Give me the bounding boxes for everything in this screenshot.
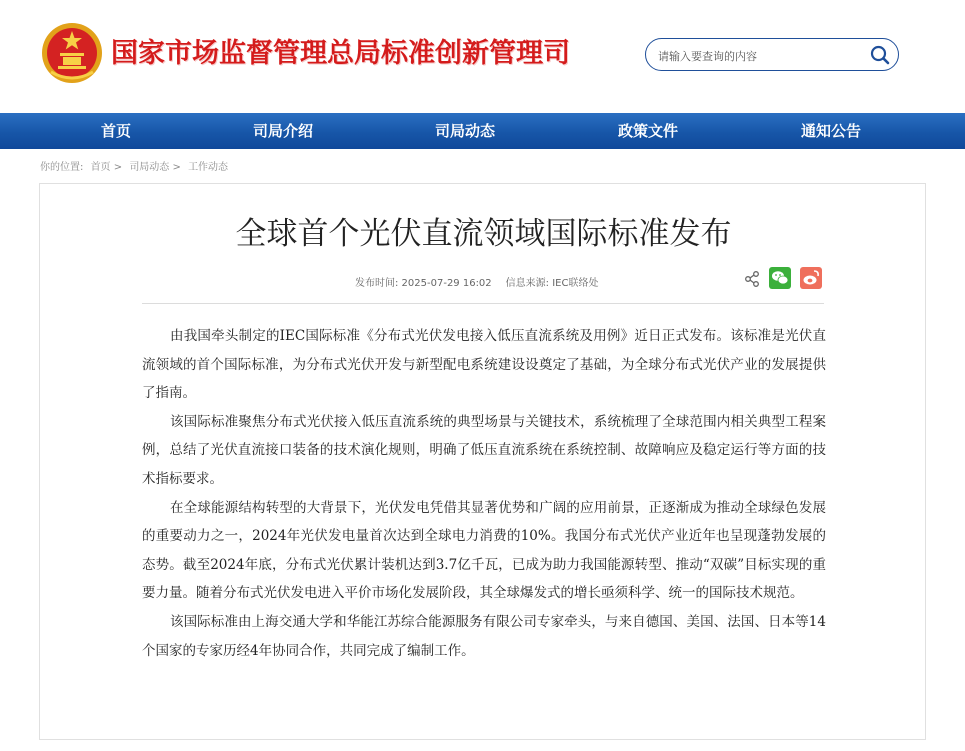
breadcrumb-current[interactable]: 工作动态 <box>188 162 229 173</box>
breadcrumb-home[interactable]: 首页 > <box>90 162 123 173</box>
article-paragraph: 由我国牵头制定的IEC国际标准《分布式光伏发电接入低压直流系统及用例》近日正式发布。该标准是光伏直流领域的首个国际标准，为分布式光伏开发与新型配电系统建设设奠定了基础，为全球分布式光伏产业的发展提供了指南。 <box>142 328 826 402</box>
search-icon[interactable] <box>868 43 892 67</box>
article-meta <box>355 274 598 289</box>
article-body <box>142 322 826 665</box>
wechat-icon[interactable] <box>769 267 791 289</box>
weibo-icon[interactable] <box>800 267 822 289</box>
article-panel <box>39 183 926 740</box>
search-box <box>645 38 899 71</box>
nav-item-home[interactable]: 首页 <box>100 122 131 140</box>
article-paragraph: 该国际标准由上海交通大学和华能江苏综合能源服务有限公司专家牵头，与来自德国、美国、法国、日本等14个国家的专家历经4年协同合作，共同完成了编制工作。 <box>142 613 826 659</box>
main-nav <box>0 113 965 149</box>
article-paragraph: 该国际标准聚焦分布式光伏接入低压直流系统的典型场景与关键技术，系统梳理了全球范围内相关典型工程案例，总结了光伏直流接口装备的技术演化规则，明确了低压直流系统在系统控制、故障响应及稳定运行等方面的技术指标要求。 <box>142 413 826 487</box>
breadcrumb-news[interactable]: 司局动态 > <box>129 162 181 173</box>
article-title: 全球首个光伏直流领域国际标准发布 <box>235 216 732 252</box>
nav-item-news[interactable]: 司局动态 <box>434 122 495 140</box>
article-paragraph: 在全球能源结构转型的大背景下，光伏发电凭借其显著优势和广阔的应用前景，正逐渐成为推动全球绿色发展的重要动力之一，2024年光伏发电量首次达到全球电力消费的10%。我国分布式光伏产业近年也呈现蓬勃发展的态势。截至2024年底，分布式光伏累计装机达到3.7亿千瓦，已成为助力我国能源转型、推动“双碳”目标实现的重要力量。随着分布式光伏发电进入平价市场化发展阶段，其全球爆发式的增长亟须科学、统一的国际技术规范。 <box>142 499 826 602</box>
publish-time: 发布时间: 2025-07-29 16:02 <box>355 278 492 289</box>
nav-item-policy[interactable]: 政策文件 <box>617 122 678 140</box>
breadcrumb-prefix: 你的位置: <box>40 162 84 173</box>
nav-item-about[interactable]: 司局介绍 <box>252 122 313 140</box>
meta-divider <box>142 303 824 304</box>
nav-item-notices[interactable]: 通知公告 <box>800 122 861 140</box>
site-header <box>0 0 965 112</box>
article-source: 信息来源: IEC联络处 <box>505 278 599 289</box>
share-icon[interactable] <box>743 270 761 288</box>
search-input[interactable] <box>656 45 860 67</box>
breadcrumb <box>40 158 232 173</box>
national-emblem-icon[interactable] <box>41 22 103 84</box>
site-title[interactable]: 国家市场监督管理总局标准创新管理司 <box>111 38 570 69</box>
